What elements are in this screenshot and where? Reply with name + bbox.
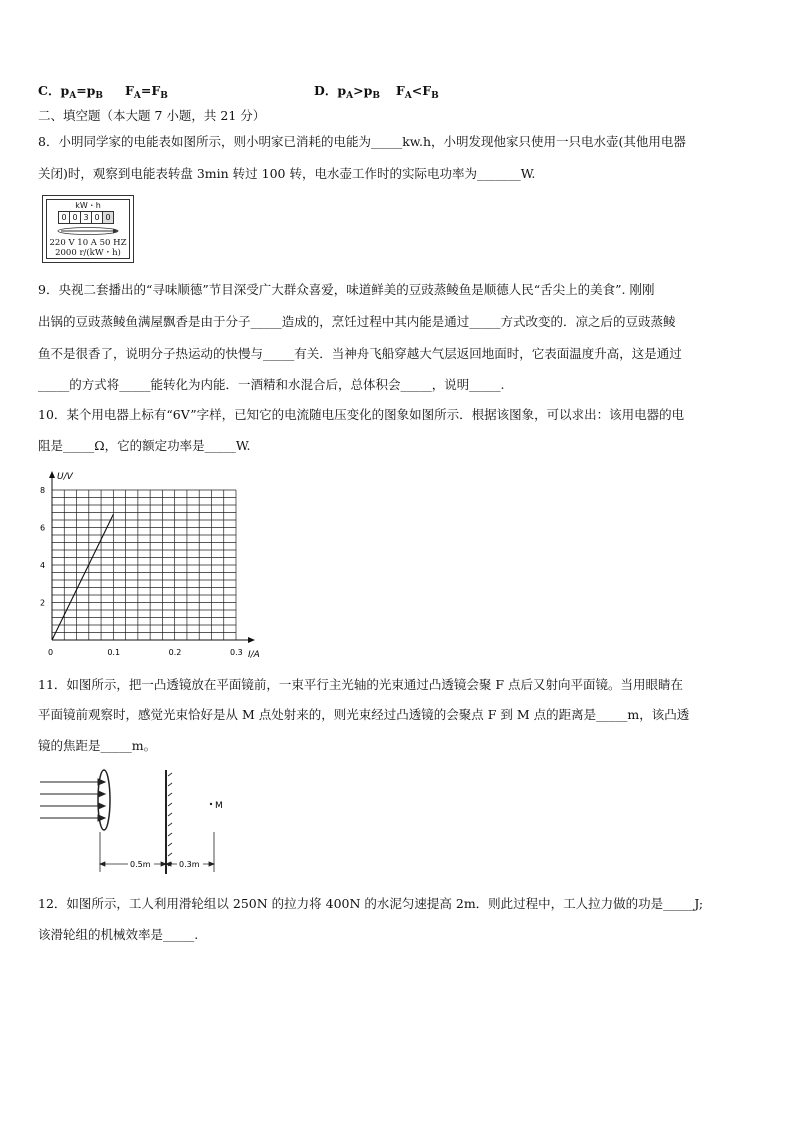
q11-line1: 11．如图所示，把一凸透镜放在平面镜前，一束平行主光轴的光束通过凸透镜会聚 F 点后又射向平面镜。当用眼睛在 (38, 677, 684, 692)
y-axis-label: U/V (57, 472, 73, 482)
q11-line3: 镜的焦距是_____m。 (38, 738, 157, 753)
x-tick-label: 0.2 (168, 648, 182, 657)
q9-line3: 鱼不是很香了，说明分子热运动的快慢与_____有关．当神舟飞船穿越大气层返回地面时，它表面温度升高，这是通过 (38, 346, 682, 361)
meter-digit: 3 (81, 211, 92, 224)
mirror-hatching (168, 773, 172, 866)
meter-dial-icon (55, 226, 121, 236)
section-title: 二、填空题（本大题 7 小题，共 21 分） (38, 108, 266, 123)
q12-line1: 12．如图所示，工人利用滑轮组以 250N 的拉力将 400N 的水泥匀速提高 2m．则此过程中，工人拉力做的功是_____J; (38, 896, 704, 911)
x-tick-label: 0 (48, 648, 54, 657)
meter-spec: 220 V 10 A 50 HZ (49, 238, 127, 248)
x-tick-label: 0.3 (230, 648, 243, 657)
point-m-label: M (215, 801, 223, 811)
electric-meter-figure (42, 195, 134, 263)
q9-line4: _____的方式将_____能转化为内能．一酒精和水混合后，总体积会_____，说明_____. (38, 377, 505, 392)
x-axis-arrow (248, 637, 255, 643)
q8-line2: 关闭)时，观察到电能表转盘 3min 转过 100 转，电水壶工作时的实际电功率为_______W. (38, 166, 536, 181)
y-tick-label: 6 (40, 523, 46, 533)
meter-digit-highlight: 0 (103, 211, 114, 224)
x-axis-label: I/A (248, 650, 260, 660)
y-tick-label: 4 (40, 561, 46, 570)
lens-mirror-diagram (38, 766, 238, 874)
point-m-dot (210, 803, 212, 805)
meter-unit: kW・h (75, 201, 101, 210)
q12-line2: 该滑轮组的机械效率是_____. (38, 927, 199, 942)
option-d: D．$p_A>p_B$ $F_A<F_B$ (314, 83, 439, 101)
y-tick-label: 8 (40, 486, 46, 495)
distance-lens-mirror: 0.5m (130, 860, 151, 869)
meter-digits (58, 211, 114, 224)
meter-digit: 0 (58, 211, 70, 224)
q9-line1: 9．央视二套播出的“寻味顺德”节目深受广大群众喜爱，味道鲜美的豆豉蒸鲮鱼是顺德人民“舌尖上的美食”. 刚刚 (38, 282, 655, 297)
y-axis-arrow (49, 471, 55, 478)
x-tick-label: 0.1 (107, 648, 121, 657)
convex-lens (98, 770, 110, 830)
meter-digit: 0 (92, 211, 103, 224)
q8-line1: 8．小明同学家的电能表如图所示，则小明家已消耗的电能为_____kw.h，小明发现他家只使用一只电水壶(其他用电器 (38, 134, 686, 149)
q11-line2: 平面镜前观察时，感觉光束恰好是从 M 点处射来的，则光束经过凸透镜的会聚点 F 到 M 点的距离是_____m，该凸透 (38, 707, 690, 722)
meter-digit: 0 (70, 211, 81, 224)
y-tick-label: 2 (40, 598, 46, 608)
distance-mirror-point: 0.3m (179, 860, 200, 869)
voltage-current-chart (30, 465, 280, 665)
parallel-light-rays (40, 779, 105, 821)
option-c: C．$p_A=p_B$ $F_A=F_B$ (38, 83, 168, 101)
q9-line2: 出锅的豆豉蒸鲮鱼满屋飘香是由于分子_____造成的，烹饪过程中其内能是通过_____方式改变的．凉之后的豆豉蒸鲮 (38, 314, 676, 329)
q10-line1: 10．某个用电器上标有“6V”字样，已知它的电流随电压变化的图象如图所示．根据该图象，可以求出：该用电器的电 (38, 407, 685, 422)
meter-rate: 2000 r/(kW・h) (55, 248, 121, 258)
q10-line2: 阻是_____Ω，它的额定功率是_____W. (38, 438, 251, 453)
series-line (52, 514, 113, 640)
